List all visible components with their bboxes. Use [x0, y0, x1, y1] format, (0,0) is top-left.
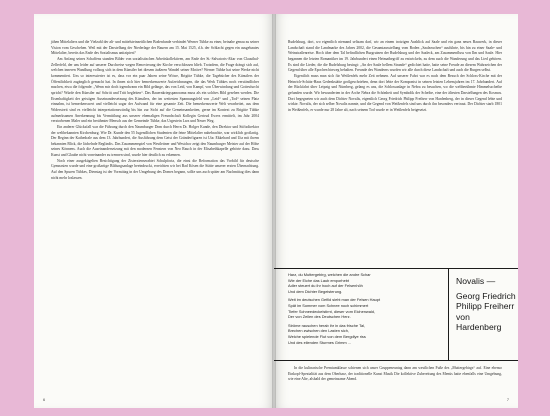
poem-line: Tiefer Schneedeckelstirnt, dieser vom Eichenwald,	[288, 308, 376, 314]
left-paragraph: jähen Mittelalters und die Vielzahl der alt- und mittelsteinzeitlichen Bodenfunde verbindet Werner Tübke zu einer, beinahe genau zu seiner Vision vom Geschehen. Weil mit der Darstellung der Niederlage der Bauern am 15. Mai 1525, d.h. der Schlacht gegen ein ausgebautes Mittelalter, bereits das Ende des Sozialismus antizipiert?	[51, 40, 259, 56]
left-page	[34, 14, 274, 408]
poem-stanza	[288, 297, 436, 319]
poem-quote	[288, 272, 436, 348]
author-short-name: Novalis —	[456, 276, 496, 286]
right-body-text	[288, 40, 502, 114]
page-number-left: 6	[43, 398, 46, 402]
poem-line: Weit im deutschen Gefild sieht man der Felsen Haupt	[288, 297, 381, 303]
poem-stanza	[288, 323, 436, 345]
box-bottom-rule	[274, 360, 518, 361]
spread-gutter	[272, 14, 276, 408]
poem-line: Ströme rauschen herab ihr in das frische Tal,	[288, 322, 366, 328]
left-body-text	[51, 40, 259, 181]
poem-line: Und dem Dichter Begeisterung.	[288, 288, 343, 294]
poem-line: Brechen zwischen den Lasten sich,	[288, 328, 349, 334]
box-top-rule	[274, 268, 518, 269]
right-paragraph: Eigentlich muss man sich für Weißenfels mehr Zeit nehmen. Auf unserer Fahrt war es nach dem Besuch der Schloss-Kirche mit der Heinrich-Schütz-Haus Gedenkstätte großgeschrieben, denn dort lebte der Komponist in seinen letzten Lebensjahren im 17. Jahrhundert. Auf der Rückfahrt über Leipzig und Nürnberg, gelang es uns, die Schlossanlage in Nebra zu besuchen, wo die weltberühmte Himmelsscheibe gefunden wurde. Wir bewunderten in der Arche Nebra die Schönheit und Symbolik der Scheibe, eine der ältesten Darstellungen des Kosmos. Dort begegneten wir auch dem Dichter Novalis, eigentlich Georg Friedrich Philipp Freiherr von Hardenberg, der in dieser Gegend lebte und wirkte. Novalis, der sich selber Novalis nannte, und die Gegend von Weißenfels sind uns durch ihn besonders vertraut. Der Dichter starb 1801 in Weißenfels, er wurde nur 28 Jahre alt, nach seinem Tod wurde er in Weißenfels beigesetzt.	[288, 73, 502, 112]
poem-line: Spät im Sommer vom Schnee noch schimmert	[288, 302, 369, 308]
author-full-name: Georg Friedrich Philipp Freiherr von Hardenberg	[456, 290, 516, 333]
poem-line: Harz, du Muttergebirg, welchen die andre Schar	[288, 272, 371, 277]
left-paragraph: Ein anderer Glücksfall war die Führung durch den Naumburger Dom durch Herrn Dr. Holger Kunde, den Direktor und Stiftsdirektor der weltbekannten Kirchenburg. Wie Dr. Kunde den 55 Jugendlichen Studenten die feine Mittelalter nahebrachte, war wirklich großartig. Der Beginn der Kathedrale aus dem 13. Jahrhundert, die Ausführung dem Geist der Gründerfiguren ist Uta: Ekkehard und Uta mit ihrem bekannten Blick, die lächelnde Reglindis. Das Zusammenspiel von Westlettner und Westchor zeigt den Naumburger Meister auf der Höhe seines Könnens. Auch die Auseinandersetzung mit den modernen Fenstern von Neo Rauch in der Elisabethkapelle gehörte dazu. Dass Kunst und Glaube nicht voneinander zu trennen sind, wurde hier deutlich zu erkennen.	[51, 124, 259, 158]
poem-line: Adler steuert du ihr hoch auf der Felsenhöh	[288, 283, 363, 289]
poem-line: Wie der Eiche das Laub emporhebt	[288, 277, 349, 283]
box-divider	[448, 268, 449, 360]
left-paragraph: Am Anfang seines Schaffens standen Bilder von sozialistischen Arbeitskollektiven, am Ende der St.-Salvatoris-Altar von Clausthal-Zellerfeld, der uns leider auf unserer Durchreise wegen Renovierung der Kirche verschlossen blieb. Trotzdem, die Frage drängt sich auf, welchen inneren Wandlung vollzog sich in dem Künstler bei diesem äußeren Wandel seiner Motive? Werner Tübke hat seine Werke nicht kommentiert. Uns so interessierter ist es, dass vor ein paar Jahren seine Witwe, Brigitte Tübke, die Tagebücher des Künstlers der Öffentlichkeit zugänglich gemacht hat. In ihnen sich hier bemerkenswerte Aufzeichnungen, die das Werk Tübkes noch verständlicher machen, etwa die folgende: „Wenn mir doch irgendwann ein Bild gelänge, das von Leid, von Kampf, von Überwindung und Gottesfurcht spricht? Würde den Künstler auf Schritt und Tritt begleiten“. Das Bauernkriegspanorama muss als ein solches Bild gesehen werden. Die Eisenhaftigkeit der geistigen Auseinandersetzung des Künstlers, der im weitesten Spannungsfeld von „Leid“ und „Tod“ seinen Platz einnahm, ist bemerkenswert und vielleicht sogar der Aufwand für eine gesamte Zeit. Die bemerkenswerte Welt verarbeitet, aus dem Widerstreit sind es vielleicht interpretationswürdig bis hin zur Sicht auf die Gemeinsamkeiten, gerne im Kontext zu Brigitte Tübke aufmerksamen Anerkennung bis Vermittlung aus unserer ehemaligen Freundschaft Kollegin Gertrud Ewers ermittelt, im Jahr 2004 verstorbenen Maler und ein berühmter Mensch aus der Gemeinde Tübke, das Urgestein Lars und Neuer Weg.	[51, 56, 259, 124]
poem-attribution	[456, 276, 516, 333]
right-paragraph: Rudelsburg, dort, wo eigentlich niemand seltsam darf, wir an einem trotzigen Ausblick auf Saale und ein ganz neues Bauwerk, in dieser Landschaft stand die Landmarke des Jahres 2002, die Gesamtausstellung vom Boden „Saalezuchen“ ausführte, bis hin zu einer Saale- und Weinstraßenreise. Hoch über dem Tal befindlichen Burgruinen der Rudelsburg und der Saaleck, am Zusammenfluss von Ilm und Saale. Hier begannen die letzten Romantiker im 19. Jahrhundert einen Heimatbegriff zu entwickeln, zu dem auch die Wanderung und das Lied gehören. Es sind die Lieder, die die Rudelsburg besingt: „An der Saale hellem Strande“ gedichtet hatte, hatte seine Freude an diesem Wahrzeichen der Gegend über alle Epochen hinweg behalten. Freunde des Wanderns wurden wir alle durch diese Landschaft und auch die Burgen selbst.	[288, 40, 502, 73]
right-body-text-bottom	[288, 366, 502, 383]
poem-line: Der von Zeilen des Deutschen Herz.	[288, 314, 351, 320]
right-paragraph: In die kulinarische Premiumklasse schienen sich unser Gruppeneuntag dann am westlichen Fuße des „Muttergebirgs“ auf. Eine ebenso Einkopf-Spezialität aus dem Oberharz, der traditionelle Kunst Musik Die kollektive Zubereitung des Menüs hatte ebenfalls eine Umgebung, wie eine Alte, alsbald der gemeinsame Abend.	[288, 366, 502, 382]
magazine-spread	[34, 14, 518, 408]
poem-stanza	[288, 272, 436, 294]
page-number-right: 7	[506, 398, 509, 402]
poem-line: Und des eilenden Sturmes Grimm ...	[288, 339, 351, 345]
poem-line: Welche spielende Flut von dem Bergdlye riss	[288, 333, 366, 339]
right-page	[274, 14, 518, 408]
left-paragraph: Noch einer ausgekügelten Besichtigung der Zisterzienserabtei Schulpforta, die einst die Reformation das Vorbild für deutsche Gymnasien wurde und eine großartige Bildungsanlage beeindruckt, erreichten wir bei Bad Kösen die Stätte unserer ersten Übernachtung. Auf den Spuren Tübkes, Dienstag ist der Vormittag in der Umgebung des Domes begann, sollte uns auch später am Nachmittag dies dann nicht mehr loslassen.	[51, 158, 259, 180]
